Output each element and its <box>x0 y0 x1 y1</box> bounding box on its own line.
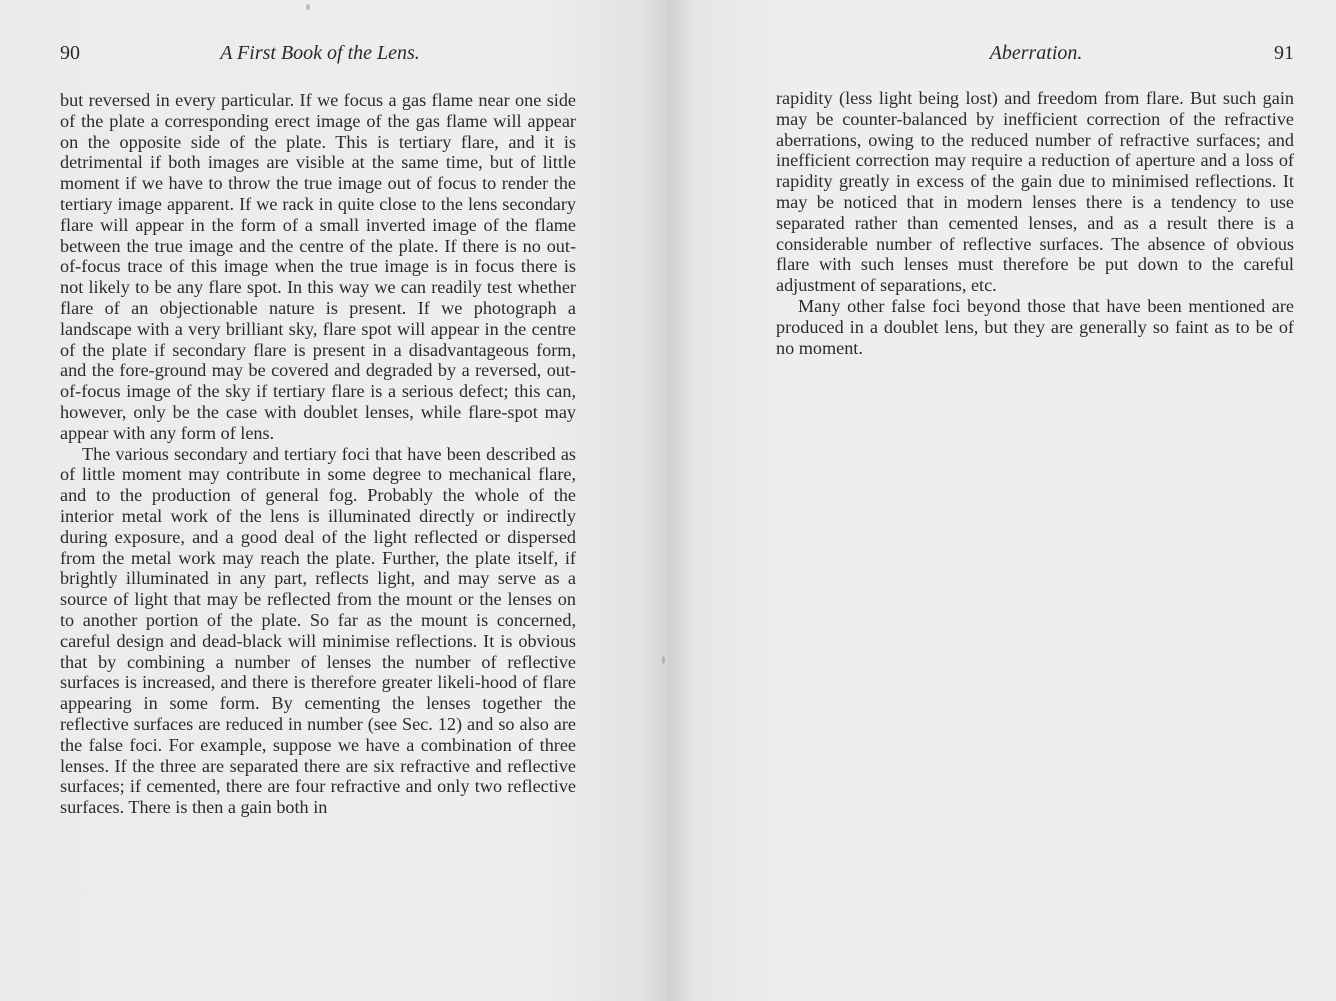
right-running-head <box>778 38 1294 68</box>
chapter-title-header: Aberration. <box>989 42 1083 64</box>
ink-speck <box>306 4 310 10</box>
right-page <box>668 0 1336 1001</box>
binding-mark <box>662 656 665 664</box>
page-number-left: 90 <box>60 42 80 64</box>
page-number-right: 91 <box>1274 42 1294 64</box>
left-running-head <box>60 38 580 68</box>
left-body-text <box>60 90 576 818</box>
right-paragraph-2: Many other false foci beyond those that have been mentioned are produced in a doublet lens, but they are generally so faint as to be of no moment. <box>776 295 1294 358</box>
left-paragraph-2: The various secondary and tertiary foci that have been described as of little moment may contribute in some degree to mechanical flare, and to the production of general fog. Probably the whole of the interior metal work of the lens is illuminated directly or indirectly during exposure, and a good deal of the light reflected or dispersed from the metal work may reach the plate. Further, the plate itself, if brightly illuminated in any part, reflects light, and may serve as a source of light that may be reflected from the mount or the lenses on to another portion of the plate. So far as the mount is concerned, careful design and dead-black will minimise reflections. It is obvious that by combining a number of lenses the number of reflective surfaces is increased, and there is therefore greater likeli-hood of flare appearing in some form. By cementing the lenses together the reflective surfaces are reduced in number (see Sec. 12) and so also are the false foci. For example, suppose we have a combination of three lenses. If the three are separated there are six refractive and reflective surfaces; if cemented, there are four refractive and only two reflective surfaces. There is then a gain both in <box>60 443 576 818</box>
book-title-header: A First Book of the Lens. <box>220 42 420 64</box>
right-paragraph-1: rapidity (less light being lost) and freedom from flare. But such gain may be counter-balanced by inefficient correction of the refractive aberrations, owing to the reduced number of refractive surfaces; and inefficient correction may require a reduction of aperture and a loss of rapidity greatly in excess of the gain due to minimised reflections. It may be noticed that in modern lenses there is a tendency to use separated rather than cemented lenses, and as a result there is a considerable number of reflective surfaces. The absence of obvious flare with such lenses must therefore be put down to the careful adjustment of separations, etc. <box>776 88 1294 296</box>
left-paragraph-1: but reversed in every particular. If we focus a gas flame near one side of the plate a corresponding erect image of the gas flame will appear on the opposite side of the plate. This is tertiary flare, and it is detrimental if both images are visible at the same time, but of little moment if we have to throw the true image out of focus to render the tertiary image apparent. If we rack in quite close to the lens secondary flare will appear in the form of a small inverted image of the flame between the true image and the centre of the plate. If there is no out-of-focus trace of this image when the true image is in focus there is not likely to be any flare spot. In this way we can readily test whether flare of an objectionable nature is present. If we photograph a landscape with a very brilliant sky, flare spot will appear in the centre of the plate if secondary flare is present in a disadvantageous form, and the fore-ground may be covered and degraded by a reversed, out-of-focus image of the sky if tertiary flare is a serious defect; this can, however, only be the case with doublet lenses, while flare-spot may appear with any form of lens. <box>60 90 576 443</box>
right-body-text <box>776 88 1294 358</box>
